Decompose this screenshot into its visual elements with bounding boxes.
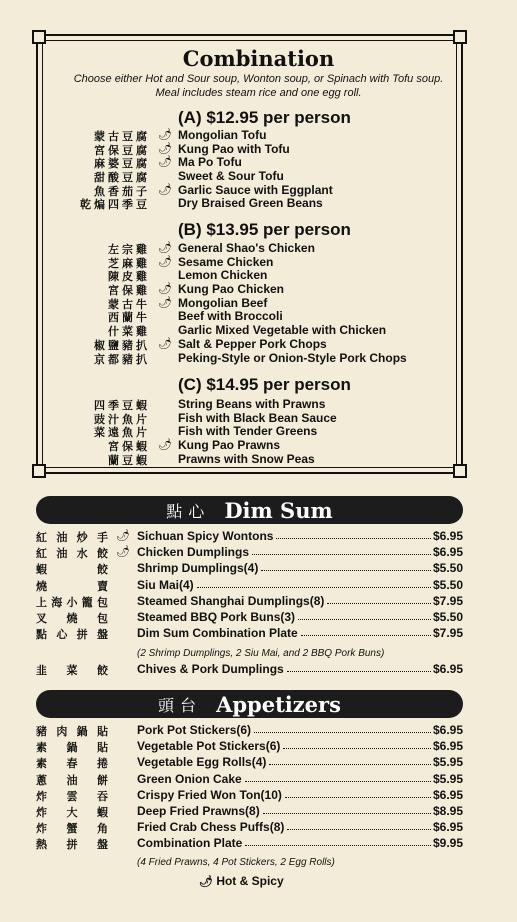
menu-item <box>0 626 517 642</box>
chinese-name: 京都豬扒 <box>94 352 150 366</box>
corner-ornament <box>32 464 46 478</box>
english-name: Prawns with Snow Peas <box>178 451 315 466</box>
chinese-name: 左宗雞 <box>108 243 150 256</box>
combo-item <box>0 268 517 282</box>
chinese-name: 蝦 餃 <box>36 563 108 577</box>
chinese-name: 豬 肉 鍋 貼 <box>36 725 108 738</box>
chinese-name: 素 春 捲 <box>36 757 108 771</box>
dot-leader <box>276 529 431 539</box>
item-line <box>137 662 463 676</box>
chili-pepper-icon: 🌶︎ <box>158 183 172 196</box>
english-name: Peking-Style or Onion-Style Pork Chops <box>178 350 407 365</box>
english-name: Kung Pao Prawns <box>178 438 281 453</box>
item-line <box>137 739 463 753</box>
spicy-legend <box>199 874 284 888</box>
dot-leader <box>287 820 431 830</box>
combo-item <box>0 411 517 425</box>
dot-leader <box>245 836 431 846</box>
chinese-name: 甜酸豆腐 <box>94 171 150 185</box>
english-name: Garlic Mixed Vegetable with Chicken <box>178 323 387 338</box>
english-name: Green Onion Cake <box>137 771 242 786</box>
english-name: Steamed BBQ Pork Buns(3) <box>137 609 296 624</box>
english-name: Vegetable Pot Stickers(6) <box>137 739 281 754</box>
english-name: String Beans with Prawns <box>178 397 326 411</box>
chinese-name: 芝麻雞 <box>108 256 150 270</box>
chinese-name: 魚香茄子 <box>94 184 150 198</box>
corner-ornament <box>453 30 467 44</box>
chinese-name: 蘭豆蝦 <box>108 453 150 467</box>
chili-pepper-icon: 🌶︎ <box>158 255 172 268</box>
chili-pepper-icon: 🌶︎ <box>158 242 172 254</box>
combo-item <box>0 183 517 197</box>
chinese-name: 素 鍋 貼 <box>36 741 108 755</box>
chinese-name: 紅 油 炒 手 <box>36 531 108 544</box>
price: $8.95 <box>432 803 463 818</box>
chinese-name: 炸 雲 吞 <box>36 789 108 803</box>
price: $6.95 <box>432 545 463 560</box>
chinese-name: 燒 賣 <box>36 579 108 593</box>
menu-item <box>0 804 517 820</box>
appetizers-banner <box>36 690 463 718</box>
menu-item <box>0 739 517 755</box>
appetizers-combo-note: (4 Fried Prawns, 4 Pot Stickers, 2 Egg Rolls) <box>137 857 335 868</box>
section-b-list <box>0 241 517 364</box>
combo-item <box>0 337 517 351</box>
dot-leader <box>197 578 431 588</box>
corner-ornament <box>453 464 467 478</box>
item-line <box>137 529 463 543</box>
price: $5.50 <box>432 577 463 592</box>
chinese-name: 麻婆豆腐 <box>94 157 150 171</box>
item-line <box>137 804 463 818</box>
english-name: Sweet & Sour Tofu <box>178 169 284 184</box>
appetizers-list <box>0 723 517 853</box>
combo-item <box>0 169 517 183</box>
english-name: Pork Pot Stickers(6) <box>137 723 252 737</box>
chinese-name: 炸 大 蝦 <box>36 805 108 819</box>
english-name: Chicken Dumplings <box>137 545 250 560</box>
section-c-heading: (C) $14.95 per person <box>178 375 351 394</box>
english-name: Fish with Black Bean Sauce <box>178 410 337 425</box>
menu-item <box>0 662 517 678</box>
banner-english: Appetizers <box>216 691 341 717</box>
description-line: Choose either Hot and Sour soup, Wonton soup, or Spinach with Tofu soup. <box>73 73 444 85</box>
english-name: Sichuan Spicy Wontons <box>137 529 274 543</box>
english-name: Deep Fried Prawns(8) <box>137 803 260 818</box>
chinese-name: 宮保雞 <box>108 284 150 298</box>
menu-item <box>0 545 517 561</box>
description-line: Meal includes steam rice and one egg roll. <box>155 87 362 99</box>
price: $6.95 <box>432 662 463 676</box>
combo-item <box>0 255 517 269</box>
dot-leader <box>254 723 431 733</box>
english-name: Dim Sum Combination Plate <box>137 626 298 641</box>
chili-pepper-icon: 🌶︎ <box>158 156 172 169</box>
section-a-heading: (A) $12.95 per person <box>178 108 351 127</box>
combo-item <box>0 438 517 452</box>
banner-chinese: 頭台 <box>158 695 203 715</box>
chinese-name: 熱 拼 盤 <box>36 838 108 852</box>
chili-pepper-icon: 🌶︎ <box>199 876 213 888</box>
chinese-name: 乾煸四季豆 <box>80 198 150 212</box>
dot-leader <box>301 626 431 636</box>
dim-sum-list-continued <box>0 662 517 678</box>
menu-item <box>0 772 517 788</box>
menu-item <box>0 594 517 610</box>
price: $5.95 <box>432 755 463 770</box>
chinese-name: 點 心 拼 盤 <box>36 628 108 642</box>
english-name: Kung Pao with Tofu <box>178 141 290 156</box>
combo-item <box>0 196 517 210</box>
english-name: Fried Crab Chess Puffs(8) <box>137 820 285 835</box>
english-name: Shrimp Dumplings(4) <box>137 561 259 576</box>
item-line <box>137 723 463 737</box>
combo-item <box>0 128 517 142</box>
section-a-list <box>0 128 517 210</box>
menu-item <box>0 723 517 739</box>
chinese-name: 什菜雞 <box>108 325 150 339</box>
english-name: Mongolian Tofu <box>178 128 267 142</box>
chinese-name: 豉汁魚片 <box>94 412 150 426</box>
english-name: Garlic Sauce with Eggplant <box>178 182 333 197</box>
chinese-name: 菜遠魚片 <box>94 426 150 440</box>
item-line <box>137 820 463 834</box>
english-name: Mongolian Beef <box>178 295 268 310</box>
chinese-name: 蒙古牛 <box>108 297 150 311</box>
chinese-name: 炸 蟹 角 <box>36 822 108 836</box>
combo-item <box>0 424 517 438</box>
menu-item <box>0 788 517 804</box>
chinese-name: 蔥 油 餅 <box>36 773 108 787</box>
price: $6.95 <box>432 529 463 543</box>
price: $5.50 <box>432 561 463 576</box>
item-line <box>137 545 463 559</box>
chili-pepper-icon: 🌶︎ <box>158 129 172 141</box>
item-line <box>137 836 463 850</box>
english-name: Combination Plate <box>137 836 243 851</box>
english-name: Vegetable Egg Rolls(4) <box>137 755 267 770</box>
price: $6.95 <box>432 787 463 802</box>
menu-item <box>0 561 517 577</box>
dim-sum-list <box>0 529 517 642</box>
english-name: Sesame Chicken <box>178 254 274 269</box>
english-name: Salt & Pepper Pork Chops <box>178 336 327 351</box>
english-name: Chives & Pork Dumplings <box>137 662 284 676</box>
combo-item <box>0 323 517 337</box>
combo-item <box>0 351 517 365</box>
chili-pepper-icon: 🌶︎ <box>158 283 172 296</box>
dot-leader <box>261 561 431 571</box>
item-line <box>137 578 463 592</box>
combo-item <box>0 452 517 466</box>
combo-item <box>0 309 517 323</box>
price: $5.95 <box>432 771 463 786</box>
dot-leader <box>263 804 431 814</box>
english-name: Ma Po Tofu <box>178 155 242 170</box>
chinese-name: 叉 燒 包 <box>36 611 108 625</box>
chili-pepper-icon: 🌶︎ <box>158 296 172 309</box>
menu-item <box>0 610 517 626</box>
menu-item <box>0 578 517 594</box>
menu-item <box>0 529 517 545</box>
dot-leader <box>283 739 431 749</box>
chili-pepper-icon: 🌶︎ <box>158 439 172 452</box>
chinese-name: 宮保豆腐 <box>94 143 150 157</box>
menu-item <box>0 755 517 771</box>
combo-item <box>0 155 517 169</box>
menu-item <box>0 820 517 836</box>
legend-label: Hot & Spicy <box>216 874 284 888</box>
combo-item <box>0 296 517 310</box>
chili-pepper-icon: 🌶︎ <box>158 142 172 155</box>
chinese-name: 韭 菜 餃 <box>36 664 108 677</box>
dot-leader <box>287 662 431 672</box>
item-line <box>137 772 463 786</box>
combination-description <box>30 72 487 100</box>
english-name: General Shao's Chicken <box>178 241 315 255</box>
english-name: Fish with Tender Greens <box>178 424 318 439</box>
dot-leader <box>269 755 431 765</box>
price: $6.95 <box>432 723 463 737</box>
english-name: Siu Mai(4) <box>137 577 194 592</box>
item-line <box>137 626 463 640</box>
dot-leader <box>298 610 431 620</box>
dot-leader <box>245 772 431 782</box>
menu-item <box>0 836 517 852</box>
combo-item <box>0 397 517 411</box>
combination-title: Combination <box>182 46 335 71</box>
item-line <box>137 594 463 608</box>
section-b-heading: (B) $13.95 per person <box>178 220 351 239</box>
chinese-name: 椒鹽豬扒 <box>94 338 150 352</box>
item-line <box>137 788 463 802</box>
dim-sum-banner <box>36 496 463 524</box>
price: $7.95 <box>432 593 463 608</box>
price: $5.50 <box>432 609 463 624</box>
item-line <box>137 610 463 624</box>
section-c-list <box>0 397 517 465</box>
chili-pepper-icon: 🌶︎ <box>116 530 130 542</box>
chinese-name: 四季豆蝦 <box>94 399 150 412</box>
english-name: Dry Braised Green Beans <box>178 196 323 211</box>
english-name: Crispy Fried Won Ton(10) <box>137 787 282 802</box>
banner-english: Dim Sum <box>224 497 333 523</box>
chili-pepper-icon: 🌶︎ <box>158 337 172 350</box>
price: $9.95 <box>432 836 463 851</box>
chinese-name: 蒙古豆腐 <box>94 130 150 143</box>
item-line <box>137 561 463 575</box>
combo-item <box>0 282 517 296</box>
price: $6.95 <box>432 820 463 835</box>
english-name: Steamed Shanghai Dumplings(8) <box>137 593 325 608</box>
english-name: Beef with Broccoli <box>178 309 283 324</box>
price: $7.95 <box>432 626 463 641</box>
corner-ornament <box>32 30 46 44</box>
chinese-name: 陳皮雞 <box>108 270 150 284</box>
banner-chinese: 點心 <box>166 501 211 521</box>
dot-leader <box>252 545 431 555</box>
chinese-name: 宮保蝦 <box>108 440 150 454</box>
english-name: Lemon Chicken <box>178 268 268 283</box>
chinese-name: 西蘭牛 <box>108 311 150 325</box>
item-line <box>137 755 463 769</box>
chinese-name: 紅 油 水 餃 <box>36 547 108 561</box>
dot-leader <box>327 594 431 604</box>
price: $6.95 <box>432 739 463 754</box>
dim-sum-combo-note: (2 Shrimp Dumplings, 2 Siu Mai, and 2 BBQ Pork Buns) <box>137 648 385 659</box>
dot-leader <box>285 788 431 798</box>
combo-item <box>0 241 517 255</box>
english-name: Kung Pao Chicken <box>178 282 285 297</box>
combo-item <box>0 142 517 156</box>
chili-pepper-icon: 🌶︎ <box>116 546 130 559</box>
chinese-name: 上 海 小 籠 包 <box>36 595 108 609</box>
